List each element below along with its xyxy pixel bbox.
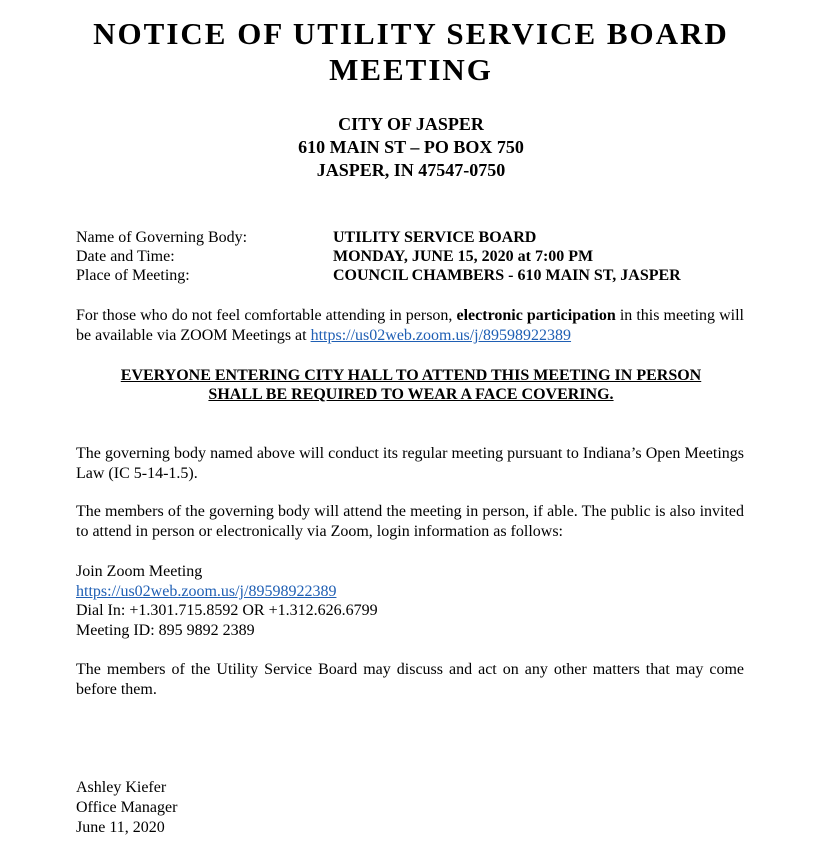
- detail-label: Place of Meeting:: [76, 267, 190, 284]
- signature-title: Office Manager: [76, 799, 178, 816]
- electronic-text-before: For those who do not feel comfortable attending in person,: [76, 307, 457, 324]
- electronic-text-after: in this meeting will be available via ZOOM Meetings at: [76, 307, 744, 344]
- detail-row-date-time: [76, 247, 593, 266]
- regular-meeting-paragraph: The governing body named above will conduct its regular meeting pursuant to Indiana’s Open Meetings Law (IC 5-14-1.5).: [76, 445, 744, 482]
- detail-row-governing-body: [76, 228, 536, 247]
- zoom-meeting-link[interactable]: https://us02web.zoom.us/j/89598922389: [310, 327, 572, 344]
- title-line-1: NOTICE OF UTILITY SERVICE BOARD: [93, 16, 729, 51]
- detail-row-place: [76, 266, 681, 285]
- signature-block: [76, 778, 177, 838]
- electronic-participation-paragraph: [76, 306, 744, 346]
- detail-value: MONDAY, JUNE 15, 2020 at 7:00 PM: [333, 248, 594, 265]
- zoom-meeting-id: Meeting ID: 895 9892 2389: [76, 622, 255, 640]
- address-street: 610 MAIN ST – PO BOX 750: [298, 137, 524, 157]
- title-line-2: MEETING: [329, 52, 493, 87]
- detail-value: UTILITY SERVICE BOARD: [333, 229, 537, 246]
- signature-name: Ashley Kiefer: [76, 779, 167, 796]
- zoom-join-link[interactable]: https://us02web.zoom.us/j/89598922389: [76, 582, 337, 600]
- detail-label: Date and Time:: [76, 248, 175, 265]
- detail-label: Name of Governing Body:: [76, 229, 248, 246]
- zoom-heading: Join Zoom Meeting: [76, 563, 203, 580]
- detail-value: COUNCIL CHAMBERS - 610 MAIN ST, JASPER: [333, 267, 681, 284]
- address-citystate: JASPER, IN 47547-0750: [316, 160, 506, 180]
- electronic-bold-text: electronic participation: [456, 307, 616, 324]
- face-notice-line-1: EVERYONE ENTERING CITY HALL TO ATTEND THIS MEETING IN PERSON: [120, 367, 702, 384]
- zoom-dial-in: Dial In: +1.301.715.8592 OR +1.312.626.6799: [76, 602, 378, 620]
- attendance-paragraph: The members of the governing body will attend the meeting in person, if able. The public is also invited to attend in person or electronically via Zoom, login information as follows:: [76, 503, 744, 540]
- face-notice-line-2: SHALL BE REQUIRED TO WEAR A FACE COVERING.: [208, 386, 614, 403]
- zoom-info-block: [76, 562, 378, 641]
- address-city: CITY OF JASPER: [338, 114, 484, 134]
- signature-date: June 11, 2020: [76, 819, 165, 836]
- other-matters-paragraph: The members of the Utility Service Board may discuss and act on any other matters that may come before them.: [76, 661, 744, 698]
